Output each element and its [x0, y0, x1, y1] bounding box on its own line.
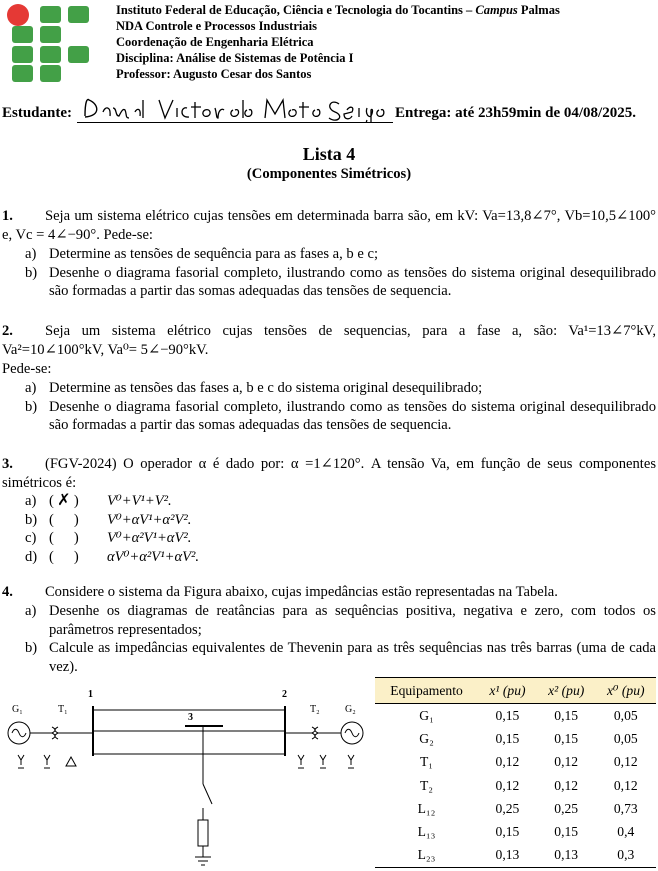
logo-square	[12, 46, 33, 63]
table-cell: 0,15	[495, 707, 520, 723]
table-cell: 0,12	[613, 754, 638, 770]
question-3-options	[25, 492, 199, 566]
student-label: Estudante:	[2, 105, 73, 121]
wye-grounded-icon	[298, 755, 304, 768]
table-row	[375, 774, 656, 797]
table-cell: 0,15	[495, 824, 520, 840]
table-cell: 0,25	[495, 800, 520, 816]
table-cell: T₁	[420, 754, 434, 770]
question-text: Seja um sistema elétrico cujas tensões de sequencias, para a fase a, são: Va¹=13∠7°kV, Va²=10∠100°kV, Va⁰= 5∠−90°kV.	[2, 323, 656, 358]
table-row	[375, 820, 656, 843]
question-number: 3.	[2, 456, 13, 472]
table-cell: 0,13	[478, 844, 537, 868]
table-cell: 0,4	[617, 824, 635, 840]
table-row	[375, 704, 656, 728]
header-professor: Professor: Augusto Cesar dos Santos	[116, 67, 312, 81]
ifto-logo	[5, 3, 97, 83]
list-item: b) Calcule as impedâncias equivalentes de Thevenin para as três sequências nas três barras (uma de cada vez).	[25, 640, 656, 675]
label-t2: T₂	[310, 704, 320, 715]
question-2-pede: Pede-se:	[2, 361, 52, 377]
list-item: b) Desenhe o diagrama fasorial completo, ilustrando como as tensões do sistema original desequilibrado são formadas a partir das somas adequadas das tensões de sequencia.	[25, 398, 656, 434]
label-g1: G₁	[12, 704, 23, 715]
table-row	[375, 727, 656, 750]
list-item: a) Determine as tensões de sequência para as fases a, b e c;	[25, 246, 379, 262]
question-number: 4.	[2, 584, 13, 600]
question-text: Considere o sistema da Figura abaixo, cujas impedâncias estão representadas na Tabela.	[44, 584, 558, 600]
logo-square	[12, 26, 33, 43]
question-number: 1.	[2, 208, 13, 224]
list-item: a) Determine as tensões das fases a, b e c do sistema original desequilibrado;	[25, 380, 483, 396]
header-discipline: Disciplina: Análise de Sistemas de Potência I	[116, 51, 354, 65]
logo-square	[68, 6, 89, 23]
table-cell: 0,3	[596, 844, 656, 868]
option-a[interactable]: a) ( ✗ ) V⁰+V¹+V².	[25, 492, 172, 509]
table-cell: L₁₂	[417, 800, 436, 816]
table-cell: 0,05	[613, 730, 638, 746]
label-g2: G₂	[345, 704, 356, 715]
logo-red-dot	[7, 4, 29, 26]
delta-icon	[66, 757, 76, 766]
table-cell: L₁₃	[417, 824, 436, 840]
logo-square	[68, 46, 89, 63]
logo-square	[40, 26, 61, 43]
check-mark-icon: ✗	[57, 492, 71, 509]
page-title: Lista 4	[302, 144, 356, 164]
col-header-x2: x² (pu)	[537, 678, 596, 704]
question-1	[2, 207, 656, 244]
table-cell: 0,13	[537, 844, 596, 868]
question-2-items	[25, 379, 656, 435]
wye-grounded-icon	[348, 755, 354, 768]
table-header-row	[375, 678, 656, 704]
wye-grounded-icon	[44, 755, 50, 768]
table-row	[375, 844, 656, 868]
table-cell: 0,15	[554, 824, 579, 840]
table-cell: L₂₃	[375, 844, 478, 868]
question-2	[2, 322, 656, 359]
wye-grounded-icon	[18, 755, 24, 768]
question-4-items	[25, 602, 656, 676]
logo-square	[12, 65, 33, 82]
col-header-x1: x¹ (pu)	[478, 678, 537, 704]
table-cell: 0,12	[613, 777, 638, 793]
table-cell: 0,12	[554, 754, 579, 770]
header-block	[116, 2, 560, 82]
table-cell: 0,15	[495, 730, 520, 746]
option-c[interactable]: c) ( ) V⁰+α²V¹+αV².	[25, 530, 192, 547]
transformer-t2-icon	[312, 727, 318, 739]
label-bus-2: 2	[282, 689, 287, 700]
question-4	[2, 583, 558, 602]
impedance-table-wrap	[375, 677, 656, 868]
table-row	[375, 751, 656, 774]
option-b[interactable]: b) ( ) V⁰+αV¹+α²V².	[25, 511, 192, 528]
question-1-items	[25, 245, 656, 301]
handwritten-signature	[77, 96, 393, 122]
table-cell: 0,12	[495, 754, 520, 770]
option-d[interactable]: d) ( ) αV⁰+α²V¹+αV².	[25, 548, 200, 565]
header-nda: NDA Controle e Processos Industriais	[116, 19, 317, 33]
label-bus-3: 3	[188, 712, 193, 723]
header-institution: Instituto Federal de Educação, Ciência e Tecnologia do Tocantins – Campus Palmas	[116, 3, 560, 17]
question-3	[2, 455, 656, 492]
label-t1: T₁	[58, 704, 68, 715]
table-cell: 0,05	[613, 707, 638, 723]
table-cell: 0,12	[554, 777, 579, 793]
table-cell: 0,73	[613, 800, 638, 816]
question-text: (FGV-2024) O operador α é dado por: α =1∠120°. A tensão Va, em função de seus componentes simétricos é:	[2, 456, 656, 491]
table-cell: G₂	[419, 730, 434, 746]
impedance-table	[375, 677, 656, 868]
student-signature-line	[77, 100, 393, 123]
table-cell: 0,12	[495, 777, 520, 793]
label-bus-1: 1	[88, 689, 93, 700]
col-header-equipamento: Equipamento	[375, 678, 478, 704]
wye-grounded-icon	[320, 755, 326, 768]
question-text: Seja um sistema elétrico cujas tensões em determinada barra são, em kV: Va=13,8∠7°, Vb=10,5∠100° e, Vc = 4∠−90°. Pede-se:	[2, 208, 656, 243]
question-number: 2.	[2, 323, 13, 339]
table-cell: T₂	[420, 777, 434, 793]
list-item: a) Desenhe os diagramas de reatâncias para as sequências positiva, negativa e zero, com todos os parâmetros representados;	[25, 603, 656, 638]
list-item: b) Desenhe o diagrama fasorial completo, ilustrando como as tensões do sistema original desequilibrado são formadas a partir das somas adequadas das tensões de sequencia.	[25, 264, 656, 300]
page-subtitle: (Componentes Simétricos)	[246, 166, 412, 182]
logo-square	[40, 65, 61, 82]
table-row	[375, 797, 656, 820]
header-coordination: Coordenação de Engenharia Elétrica	[116, 35, 314, 49]
logo-square	[40, 46, 61, 63]
logo-square	[40, 6, 61, 23]
load-resistor-icon	[198, 820, 208, 846]
table-cell: G₁	[419, 707, 434, 723]
table-cell: 0,25	[554, 800, 579, 816]
col-header-x0: x⁰ (pu)	[596, 678, 656, 704]
power-system-diagram	[0, 684, 372, 870]
transformer-t1-icon	[52, 727, 58, 739]
deadline: Entrega: até 23h59min de 04/08/2025.	[395, 105, 636, 121]
table-cell: 0,15	[554, 707, 579, 723]
table-cell: 0,15	[554, 730, 579, 746]
